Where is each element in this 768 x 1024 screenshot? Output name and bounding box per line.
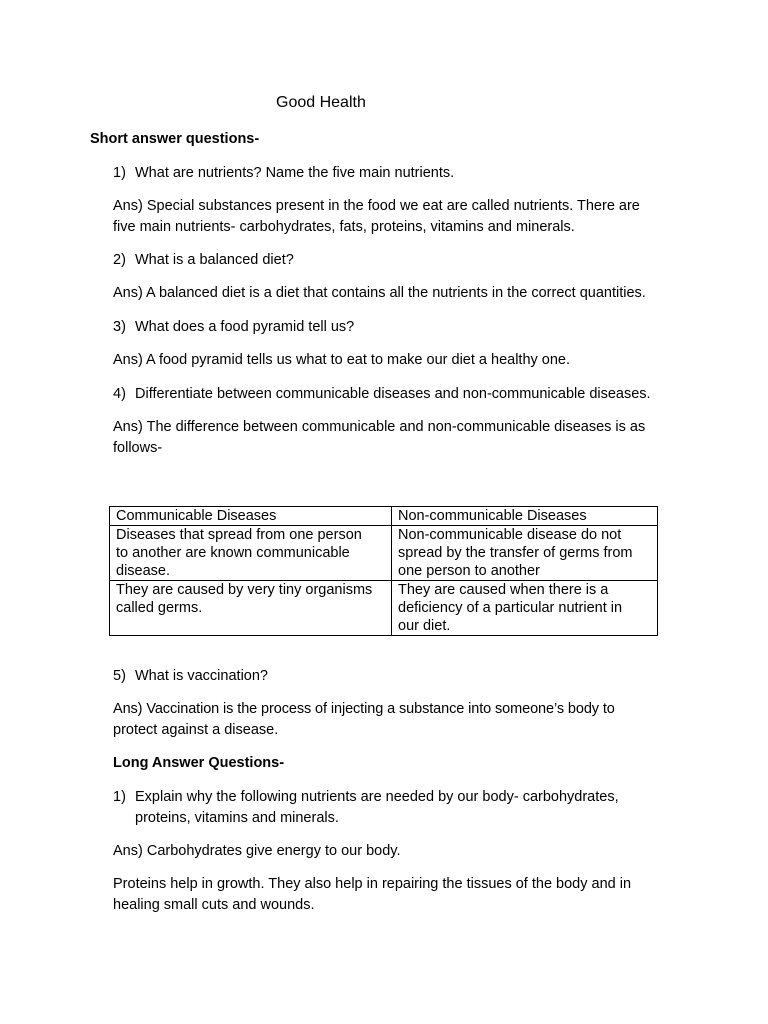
question-5: [113, 666, 268, 687]
table-cell: [392, 581, 658, 636]
answer-3-line-1: Ans) A food pyramid tells us what to eat to make our diet a healthy one.: [113, 352, 571, 368]
table-cell-line: our diet.: [398, 618, 451, 634]
question-4-number: 4): [113, 386, 126, 402]
table-cell-line: Diseases that spread from one person: [116, 527, 362, 543]
answer-1-line-2: five main nutrients- carbohydrates, fats, proteins, vitamins and minerals.: [113, 219, 575, 235]
answer-4-line-2: follows-: [113, 440, 163, 456]
question-4: [113, 384, 651, 405]
page-title: Good Health: [276, 94, 366, 111]
question-2-text: What is a balanced diet?: [135, 252, 294, 268]
long-question-1: [113, 787, 619, 808]
long-answer-2-line-2: healing small cuts and wounds.: [113, 897, 315, 913]
question-1-text: What are nutrients? Name the five main nutrients.: [135, 165, 455, 181]
question-3: [113, 317, 354, 338]
table-cell-line: They are caused when there is a: [398, 582, 609, 598]
long-answer-2-line-1: Proteins help in growth. They also help in repairing the tissues of the body and in: [113, 876, 632, 892]
table-cell-line: called germs.: [116, 600, 203, 616]
table-cell-line: Non-communicable disease do not: [398, 527, 622, 543]
question-5-number: 5): [113, 668, 126, 684]
question-3-text: What does a food pyramid tell us?: [135, 319, 355, 335]
table-header-non-communicable: Non-communicable Diseases: [392, 507, 658, 526]
long-question-1-number: 1): [113, 789, 126, 805]
table-cell-line: to another are known communicable: [116, 545, 350, 561]
answer-5-line-2: protect against a disease.: [113, 722, 279, 738]
question-1-number: 1): [113, 165, 126, 181]
table-cell: [110, 581, 392, 636]
table-cell-line: They are caused by very tiny organisms: [116, 582, 373, 598]
question-2-number: 2): [113, 252, 126, 268]
diseases-comparison-table: [109, 506, 658, 636]
table-cell-line: one person to another: [398, 563, 540, 579]
table-cell-line: deficiency of a particular nutrient in: [398, 600, 623, 616]
answer-5-line-1: Ans) Vaccination is the process of injecting a substance into someone’s body to: [113, 701, 615, 717]
long-answer-1-line-1: Ans) Carbohydrates give energy to our body.: [113, 843, 401, 859]
table-cell: [392, 526, 658, 581]
long-answer-heading: Long Answer Questions-: [113, 755, 285, 771]
question-3-number: 3): [113, 319, 126, 335]
long-question-1-line-1: Explain why the following nutrients are needed by our body- carbohydrates,: [135, 789, 619, 805]
short-answer-heading: Short answer questions-: [90, 131, 260, 147]
answer-1-line-1: Ans) Special substances present in the food we eat are called nutrients. There are: [113, 198, 640, 214]
answer-2-line-1: Ans) A balanced diet is a diet that contains all the nutrients in the correct quantities.: [113, 285, 646, 301]
table-cell-line: spread by the transfer of germs from: [398, 545, 633, 561]
table-header-row: [110, 507, 658, 526]
table-cell: [110, 526, 392, 581]
table-header-communicable: Communicable Diseases: [110, 507, 392, 526]
answer-4-line-1: Ans) The difference between communicable and non-communicable diseases is as: [113, 419, 646, 435]
question-1: [113, 163, 454, 184]
table-cell-line: disease.: [116, 563, 171, 579]
long-question-1-line-2: proteins, vitamins and minerals.: [135, 810, 339, 826]
question-2: [113, 250, 294, 271]
table-row: [110, 526, 658, 581]
question-4-text: Differentiate between communicable diseases and non-communicable diseases.: [135, 386, 651, 402]
table-row: [110, 581, 658, 636]
question-5-text: What is vaccination?: [135, 668, 268, 684]
